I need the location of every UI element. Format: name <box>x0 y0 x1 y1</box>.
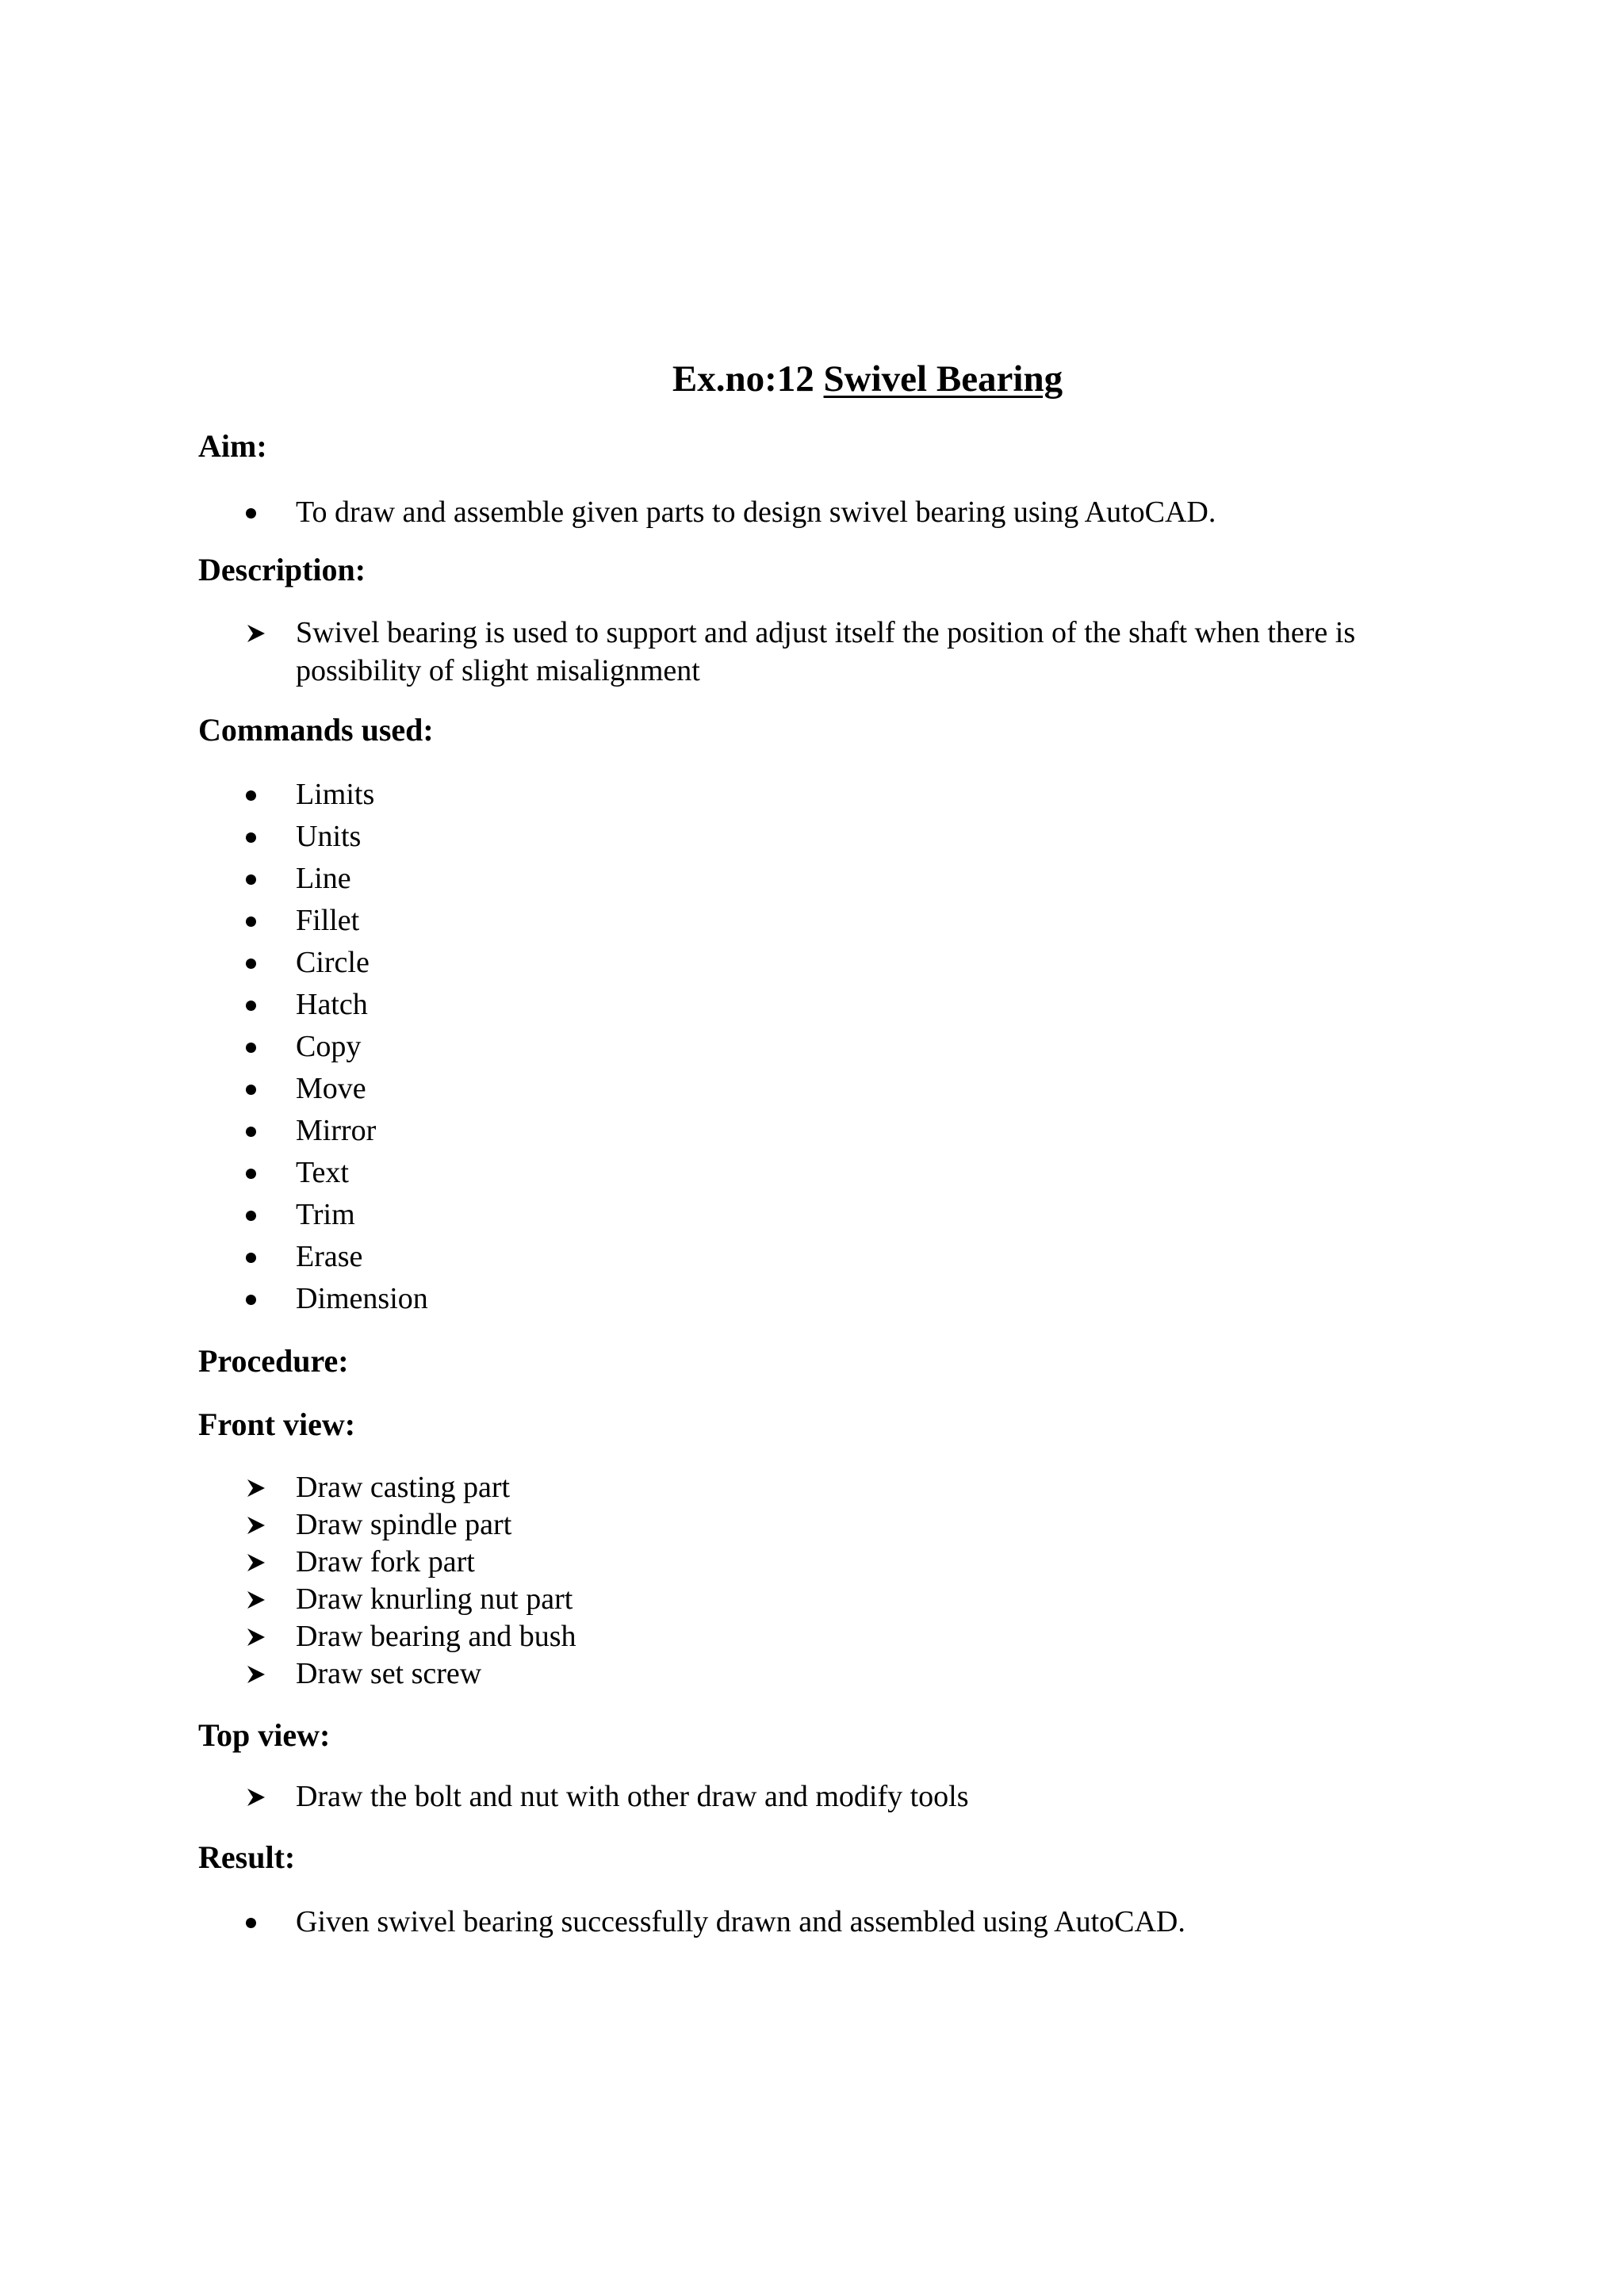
arrow-bullet-icon <box>246 1617 278 1655</box>
arrow-bullet-icon <box>246 614 278 652</box>
front-view-item: Draw spindle part <box>296 1508 512 1541</box>
bullet-icon <box>246 943 278 982</box>
bullet-icon <box>246 1280 278 1318</box>
front-view-item: Draw casting part <box>296 1471 511 1504</box>
aim-item: To draw and assemble given parts to design swivel bearing using AutoCAD. <box>296 496 1216 529</box>
arrow-bullet-icon <box>246 1777 278 1816</box>
command-item: Line <box>296 862 351 895</box>
bullet-icon <box>246 493 278 531</box>
result-heading: Result: <box>198 1839 296 1875</box>
page-title <box>0 355 1624 403</box>
arrow-bullet-icon <box>246 1506 278 1544</box>
command-item: Units <box>296 820 362 853</box>
result-item: Given swivel bearing successfully drawn and assembled using AutoCAD. <box>296 1905 1185 1938</box>
command-item: Erase <box>296 1240 363 1273</box>
arrow-bullet-icon <box>246 1655 278 1693</box>
front-view-item: Draw bearing and bush <box>296 1620 576 1653</box>
front-view-item: Draw set screw <box>296 1657 482 1690</box>
command-item: Limits <box>296 778 375 811</box>
description-item: Swivel bearing is used to support and adjust itself the position of the shaft when there is possibility of slight misalignment <box>296 616 1356 687</box>
bullet-icon <box>246 1238 278 1276</box>
front-view-heading: Front view: <box>198 1406 356 1442</box>
bullet-icon <box>246 817 278 855</box>
bullet-icon <box>246 1154 278 1192</box>
bullet-icon <box>246 1903 278 1941</box>
bullet-icon <box>246 859 278 897</box>
title-prefix: Ex.no:12 <box>672 358 814 400</box>
bullet-icon <box>246 1196 278 1234</box>
command-item: Text <box>296 1156 349 1189</box>
command-item: Copy <box>296 1030 362 1063</box>
front-view-item: Draw fork part <box>296 1545 475 1578</box>
top-view-heading: Top view: <box>198 1717 331 1753</box>
arrow-bullet-icon <box>246 1543 278 1581</box>
bullet-icon <box>246 985 278 1024</box>
command-item: Hatch <box>296 988 368 1021</box>
aim-heading: Aim: <box>198 428 267 464</box>
top-view-item: Draw the bolt and nut with other draw and modify tools <box>296 1780 969 1813</box>
command-item: Circle <box>296 946 370 979</box>
command-item: Mirror <box>296 1114 377 1147</box>
procedure-heading: Procedure: <box>198 1343 349 1379</box>
bullet-icon <box>246 1070 278 1108</box>
front-view-item: Draw knurling nut part <box>296 1582 573 1616</box>
command-item: Dimension <box>296 1282 428 1315</box>
title-name: Swivel Bearing <box>823 358 1063 400</box>
bullet-icon <box>246 1112 278 1150</box>
command-item: Fillet <box>296 904 360 937</box>
command-item: Move <box>296 1072 366 1105</box>
bullet-icon <box>246 1027 278 1066</box>
bullet-icon <box>246 901 278 939</box>
bullet-icon <box>246 775 278 813</box>
arrow-bullet-icon <box>246 1468 278 1506</box>
description-heading: Description: <box>198 552 366 587</box>
arrow-bullet-icon <box>246 1580 278 1618</box>
commands-heading: Commands used: <box>198 712 434 748</box>
command-item: Trim <box>296 1198 355 1231</box>
